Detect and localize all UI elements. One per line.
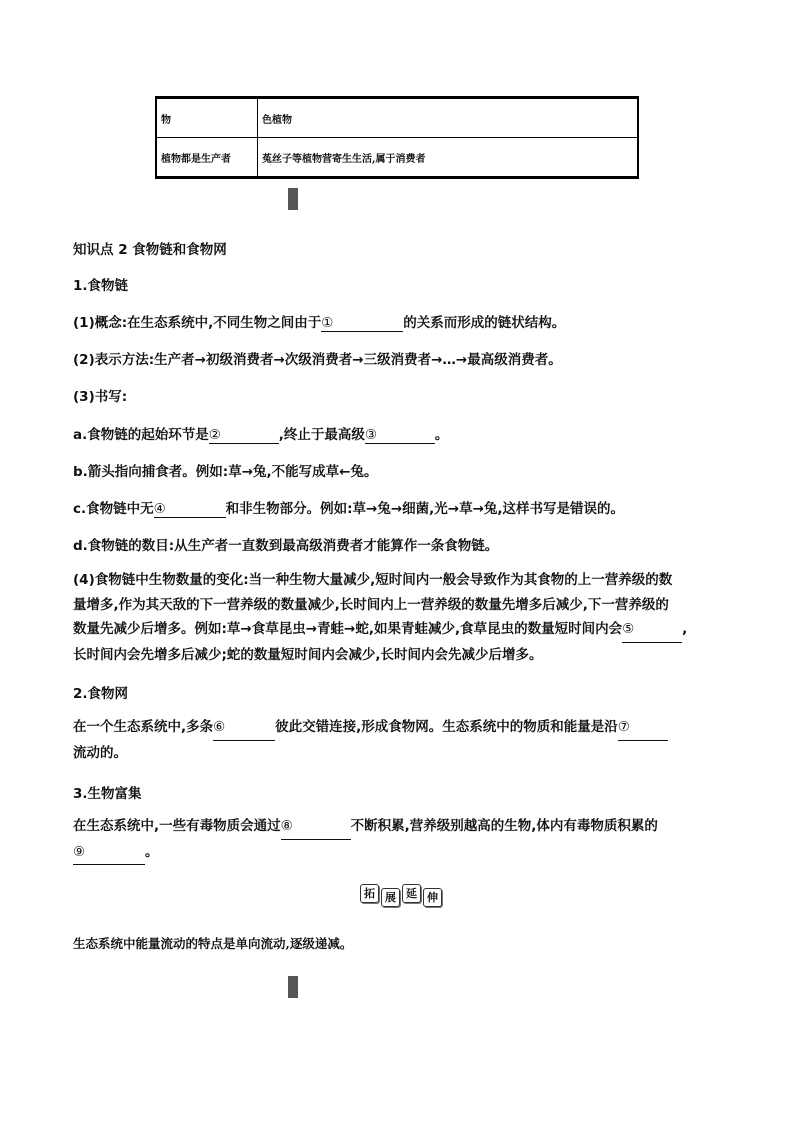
rule-a-text: a.食物链的起始环节是 xyxy=(73,427,209,443)
rule-c-end: 和非生物部分。例如:草→兔→细菌,光→草→兔,这样书写是错误的。 xyxy=(225,501,625,517)
paragraph-line: 量增多,作为其天敌的下一营养级的数量减少,长时间内上一营养级的数量先增多后减少,下一营养级的 xyxy=(73,596,669,613)
blank-number: ⑥ xyxy=(213,719,226,735)
line-text: 数量先减少后增多。例如:草→食草昆虫→青蛙→蛇,如果青蛙减少,食草昆虫的数量短时间内会 xyxy=(73,621,623,637)
food-web-heading: 2.食物网 xyxy=(73,686,129,702)
food-web-paragraph xyxy=(73,715,733,765)
paragraph-line xyxy=(73,715,733,741)
food-chain-method: (2)表示方法:生产者→初级消费者→次级消费者→三级消费者→…→最高级消费者。 xyxy=(73,352,562,368)
rule-b: b.箭头指向捕食者。例如:草→兔,不能写成草←兔。 xyxy=(73,464,378,480)
table-cell: 物 xyxy=(156,98,258,138)
food-chain-heading: 1.食物链 xyxy=(73,278,129,294)
rule-a xyxy=(73,423,448,444)
paragraph-line: (4)食物链中生物数量的变化:当一种生物大量减少,短时间内一般会导致作为其食物的上一营养级的数 xyxy=(73,572,673,588)
extension-char: 伸 xyxy=(423,888,442,907)
blank-number: ④ xyxy=(153,501,166,517)
knowledge-table xyxy=(155,96,639,179)
blank-number: ② xyxy=(208,427,221,443)
answer-blank-8 xyxy=(281,814,351,840)
blank-number: ① xyxy=(321,315,334,331)
bio-enrichment-paragraph xyxy=(73,814,733,865)
food-chain-concept xyxy=(73,311,565,332)
blank-number: ⑧ xyxy=(280,818,293,834)
page-marker xyxy=(288,188,298,210)
paragraph-line xyxy=(73,814,733,840)
quantity-change-paragraph xyxy=(73,568,733,667)
paragraph-line: 长时间内会先增多后减少;蛇的数量短时间内会减少,长时间内会先减少后增多。 xyxy=(73,646,543,663)
extension-char: 展 xyxy=(381,888,400,907)
paragraph-line xyxy=(73,840,733,866)
paragraph-line xyxy=(73,617,733,643)
rule-c xyxy=(73,497,624,518)
extension-char: 延 xyxy=(402,884,421,903)
line-text: 不断积累,营养级别越高的生物,体内有毒物质积累的 xyxy=(350,818,658,834)
rule-c-text: c.食物链中无 xyxy=(73,501,154,517)
rule-a-end: 。 xyxy=(434,427,449,443)
extension-note: 生态系统中能量流动的特点是单向流动,逐级递减。 xyxy=(73,936,353,951)
page-marker xyxy=(288,976,298,998)
concept-text-end: 的关系而形成的链状结构。 xyxy=(403,315,566,331)
line-text: 在一个生态系统中,多条 xyxy=(73,719,214,735)
line-text-end: 。 xyxy=(145,843,159,860)
answer-blank-9 xyxy=(73,840,145,866)
table-row xyxy=(156,138,638,178)
table-cell: 色植物 xyxy=(258,98,639,138)
answer-blank-2 xyxy=(209,427,279,444)
bio-enrichment-heading: 3.生物富集 xyxy=(73,786,142,802)
answer-blank-1 xyxy=(321,315,403,332)
line-text-end: , xyxy=(682,621,688,637)
blank-number: ⑤ xyxy=(622,621,635,637)
line-text: 彼此交错连接,形成食物网。生态系统中的物质和能量是沿 xyxy=(275,719,618,735)
rule-d: d.食物链的数目:从生产者一直数到最高级消费者才能算作一条食物链。 xyxy=(73,538,499,554)
paragraph-line: 流动的。 xyxy=(73,744,127,761)
concept-text: (1)概念:在生态系统中,不同生物之间由于 xyxy=(73,315,322,331)
extension-badge xyxy=(360,884,442,907)
table-cell: 菟丝子等植物营寄生生活,属于消费者 xyxy=(258,138,639,178)
answer-blank-4 xyxy=(154,501,226,518)
answer-blank-3 xyxy=(365,427,435,444)
blank-number: ⑦ xyxy=(617,719,630,735)
answer-blank-7 xyxy=(618,715,668,741)
section-title: 知识点 2 食物链和食物网 xyxy=(73,242,227,258)
rule-a-mid: ,终止于最高级 xyxy=(278,427,365,443)
extension-char: 拓 xyxy=(360,884,379,903)
table-cell: 植物都是生产者 xyxy=(156,138,258,178)
answer-blank-6 xyxy=(213,715,275,741)
answer-blank-5 xyxy=(622,617,682,643)
line-text: 在生态系统中,一些有毒物质会通过 xyxy=(73,818,281,834)
blank-number: ③ xyxy=(364,427,377,443)
writing-heading: (3)书写: xyxy=(73,389,128,405)
table-row xyxy=(156,98,638,138)
blank-number: ⑨ xyxy=(73,843,86,860)
